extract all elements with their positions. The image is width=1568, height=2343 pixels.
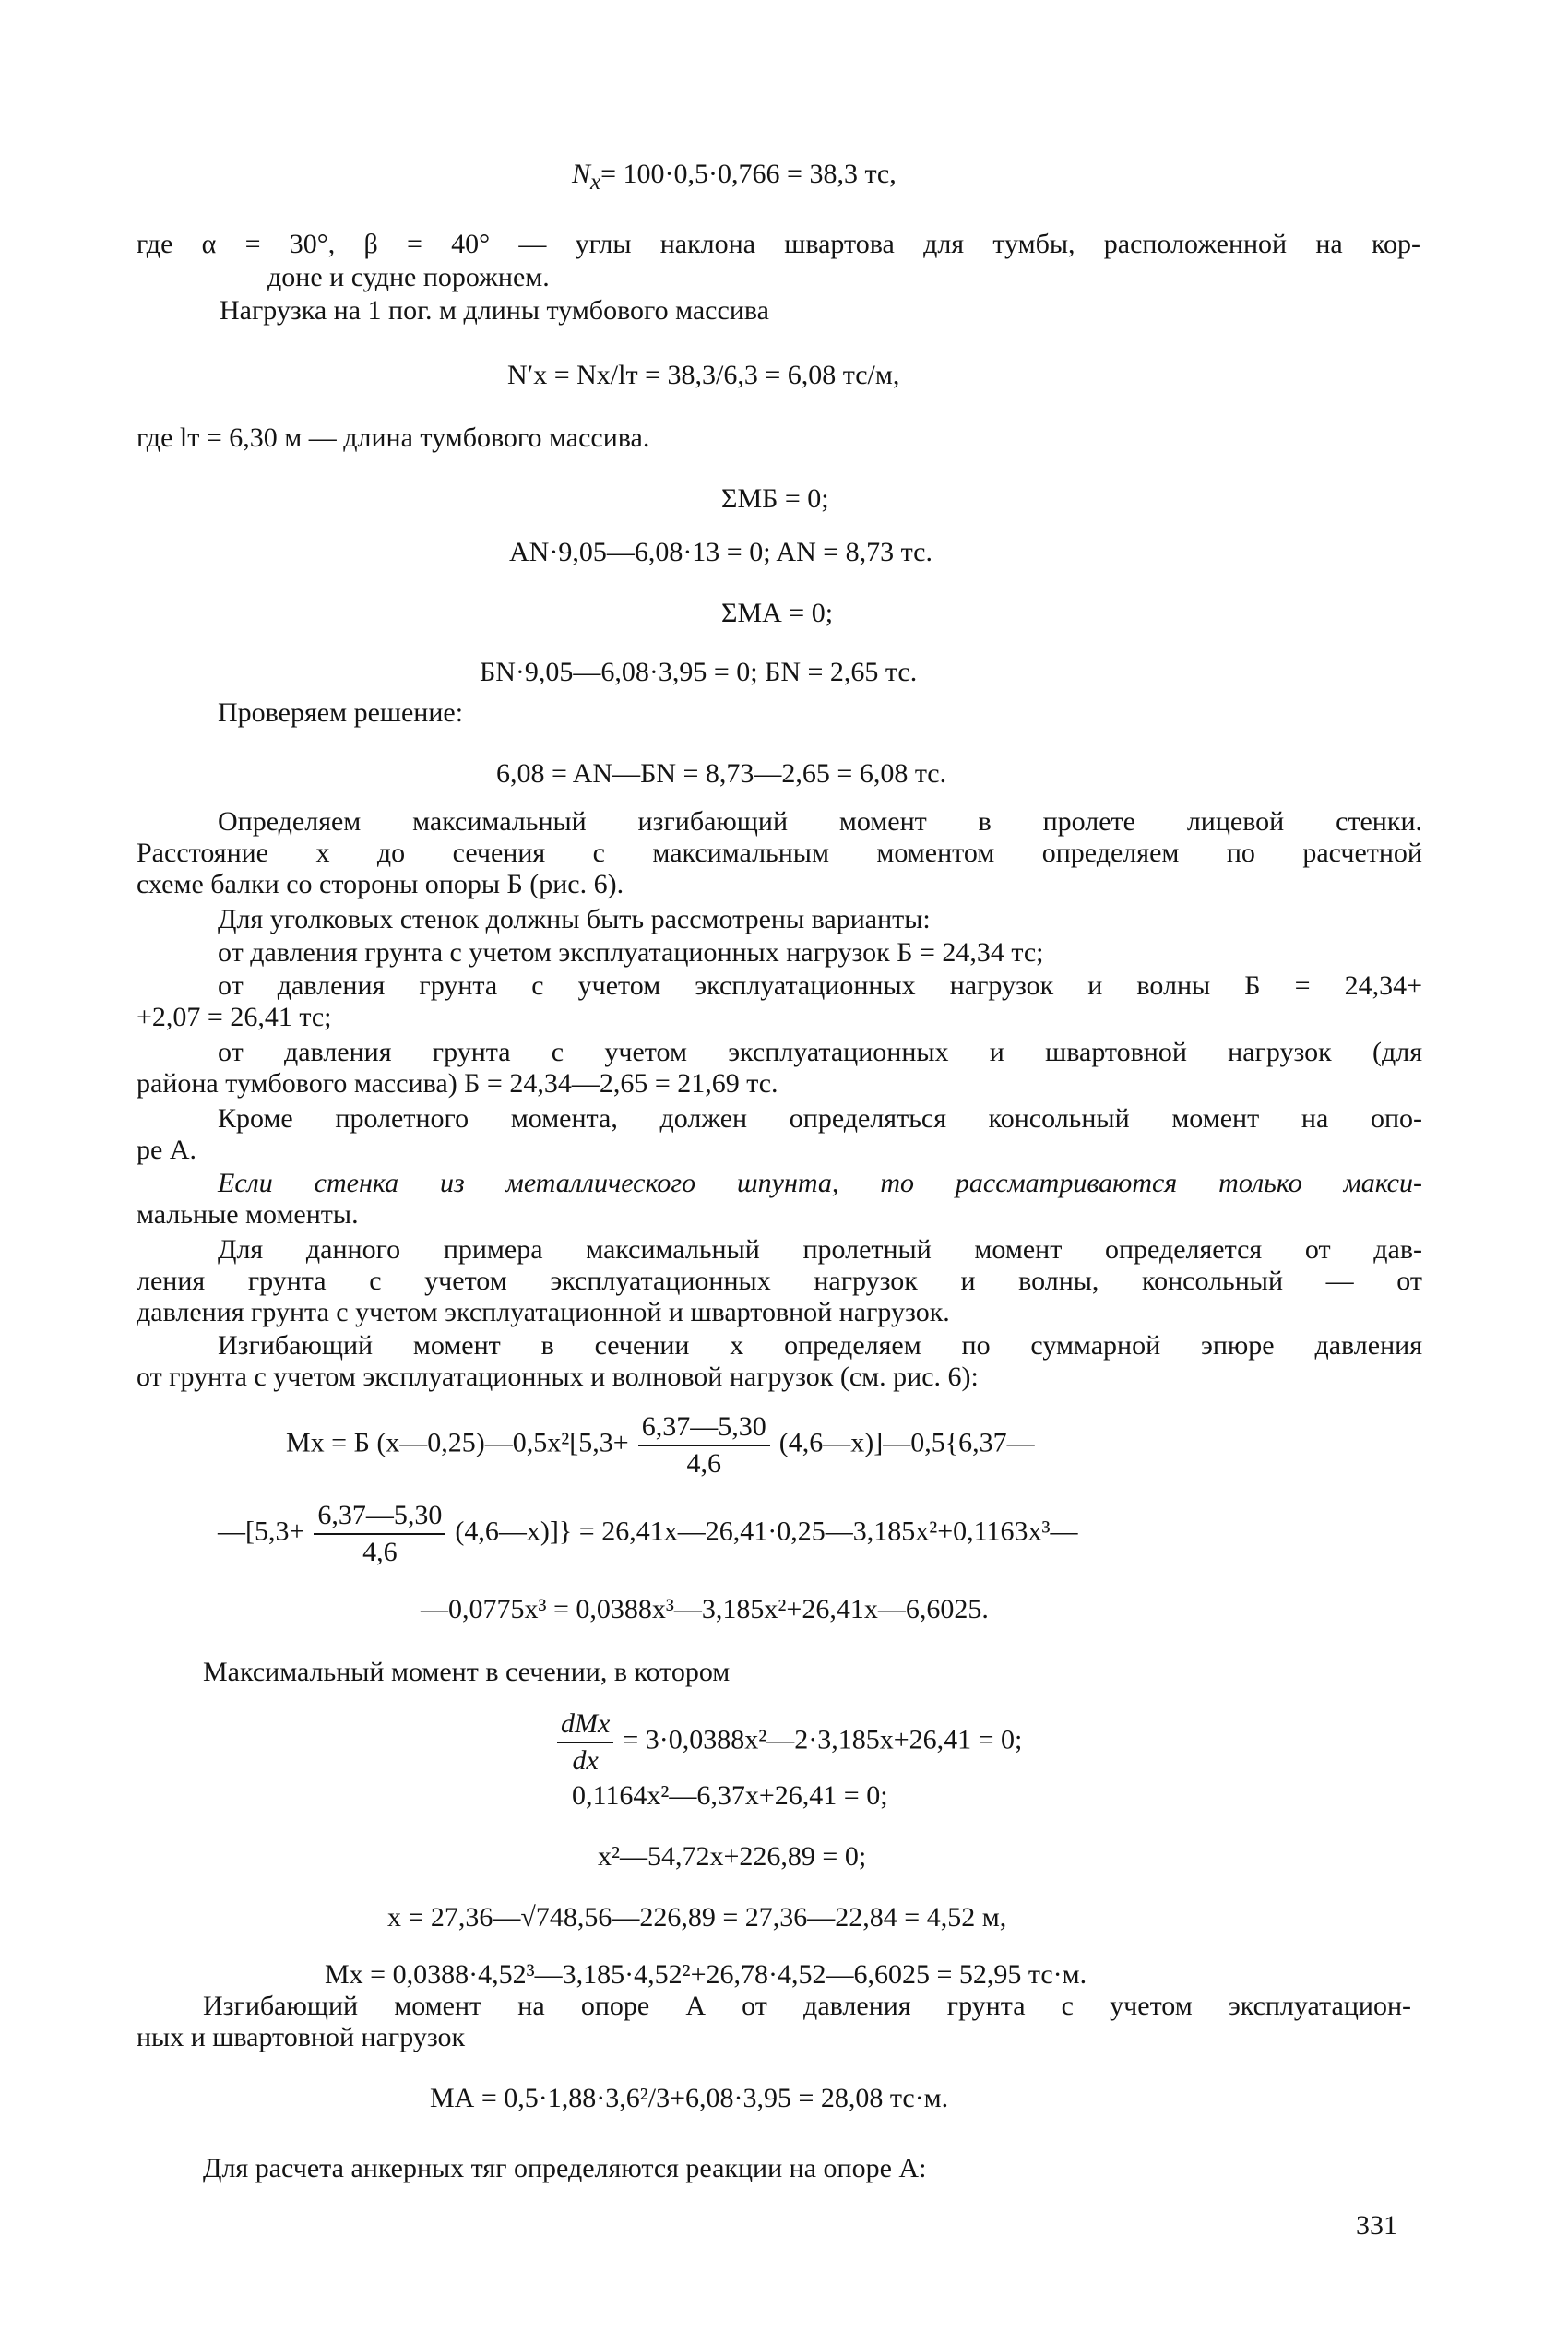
equation: AN·9,05—6,08·13 = 0; AN = 8,73 тс. [509,537,932,567]
text-line: Для расчета анкерных тяг определяются реакции на опоре А: [203,2153,927,2183]
text-line: Изгибающий момент на опоре А от давления грунта с учетом эксплуатацион- [203,1991,1411,2021]
equation-derivative [548,1708,1022,1776]
equation: x = 27,36—√748,56—226,89 = 27,36—22,84 = 4,52 м, [387,1902,1007,1933]
fraction-denominator: dx [572,1744,599,1776]
fraction [557,1708,613,1776]
equation: N′x = Nx/lт = 38,3/6,3 = 6,08 тс/м, [507,360,900,390]
equation: Mx = 0,0388·4,52³—3,185·4,52²+26,78·4,52—6,6025 = 52,95 тс·м. [325,1959,1087,1990]
text-line: Определяем максимальный изгибающий момент в пролете лицевой стенки. [218,806,1422,837]
equation-nx [572,159,897,196]
text-line: +2,07 = 26,41 тс; [137,1002,332,1032]
eq-part: (4,6—x)]—0,5{6,37— [778,1427,1035,1458]
eq-part: Mx = Б (x—0,25)—0,5x²[5,3+ [286,1427,629,1458]
equation: БN·9,05—6,08·3,95 = 0; БN = 2,65 тс. [480,657,918,687]
eq-body: = 100·0,5·0,766 = 38,3 тс, [600,159,897,189]
text-line: Кроме пролетного момента, должен определяться консольный момент на опо- [218,1103,1422,1134]
page-number: 331 [1356,2210,1397,2241]
text-line: Для уголковых стенок должны быть рассмотрены варианты: [218,904,931,934]
equation-mx-line2 [218,1500,1078,1567]
text-line: давления грунта с учетом эксплуатационной и швартовной нагрузок. [137,1297,950,1327]
text-line: где lт = 6,30 м — длина тумбового массива. [137,422,650,453]
text-line: схеме балки со стороны опоры Б (рис. 6). [137,869,624,899]
equation: x²—54,72x+226,89 = 0; [598,1841,867,1872]
text-line: от давления грунта с учетом эксплуатационных нагрузок и волны Б = 24,34+ [218,970,1422,1001]
eq-part: —[5,3+ [218,1516,305,1547]
text-line: где α = 30°, β = 40° — углы наклона швартова для тумбы, расположенной на кор- [137,229,1420,259]
text-line: Нагрузка на 1 пог. м длины тумбового массива [220,295,769,326]
text-line: ре А. [137,1135,196,1165]
text-line: доне и судне порожнем. [267,262,550,292]
equation: ΣMБ = 0; [721,483,829,514]
text-line: Расстояние x до сечения с максимальным моментом определяем по расчетной [137,838,1422,868]
text-line: ления грунта с учетом эксплуатационных нагрузок и волны, консольный — от [137,1266,1422,1296]
fraction [314,1500,445,1567]
text-line: Изгибающий момент в сечении x определяем по суммарной эпюре давления [218,1330,1422,1361]
text-line: от грунта с учетом эксплуатационных и волновой нагрузок (см. рис. 6): [137,1362,979,1392]
equation: —0,0775x³ = 0,0388x³—3,185x²+26,41x—6,6025. [421,1594,989,1624]
fraction-numerator: 6,37—5,30 [314,1500,445,1535]
equation: 0,1164x²—6,37x+26,41 = 0; [572,1780,888,1811]
fraction-numerator: 6,37—5,30 [638,1411,770,1446]
eq-symbol: N [572,159,591,189]
text-line: от давления грунта с учетом эксплуатационных и швартовной нагрузок (для [218,1037,1422,1067]
fraction-denominator: 4,6 [362,1536,398,1567]
text-line: Для данного примера максимальный пролетный момент определяется от дав- [218,1234,1422,1265]
text-line: от давления грунта с учетом эксплуатационных нагрузок Б = 24,34 тс; [218,937,1044,968]
equation-mx-line1 [286,1411,1035,1479]
eq-subscript: x [590,170,601,195]
text-line: района тумбового массива) Б = 24,34—2,65 = 21,69 тс. [137,1068,778,1099]
equation: ΣMА = 0; [721,598,834,628]
text-line: мальные моменты. [137,1199,359,1230]
text-line: ных и швартовной нагрузок [137,2022,466,2052]
equation: 6,08 = AN—БN = 8,73—2,65 = 6,08 тс. [496,758,947,789]
equation: MА = 0,5·1,88·3,6²/3+6,08·3,95 = 28,08 тс·м. [430,2083,949,2113]
text-line: Проверяем решение: [218,697,464,728]
fraction [638,1411,770,1479]
text-line: Максимальный момент в сечении, в котором [203,1657,731,1687]
fraction-denominator: 4,6 [686,1447,721,1479]
fraction-numerator: dMx [557,1708,613,1743]
eq-part: = 3·0,0388x²—2·3,185x+26,41 = 0; [623,1724,1023,1755]
text-line-italic: Если стенка из металлического шпунта, то рассматриваются только макси- [218,1168,1422,1198]
eq-part: (4,6—x)]} = 26,41x—26,41·0,25—3,185x²+0,1163x³— [455,1516,1078,1547]
